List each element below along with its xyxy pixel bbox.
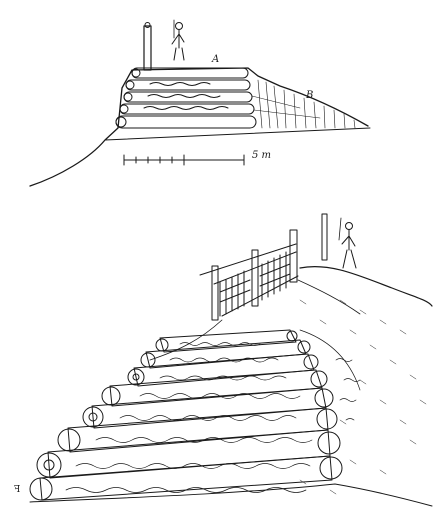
hill-hatching (300, 300, 426, 494)
fence-panel (200, 230, 298, 320)
base-line (105, 128, 370, 140)
log-layers (116, 68, 256, 128)
scale-label: 5 m (252, 150, 272, 161)
cross-section-figure (30, 20, 370, 186)
label-a: A (212, 54, 220, 65)
scale-bar (124, 155, 244, 165)
post (144, 23, 151, 71)
perspective-figure (14, 214, 432, 506)
log-stack (30, 330, 342, 500)
hill-outline (300, 267, 432, 306)
label-b: B (306, 90, 314, 101)
path-edge-right (298, 280, 360, 314)
standing-figure (172, 20, 184, 60)
walking-figure (339, 218, 356, 268)
tall-post (322, 214, 327, 260)
mound-outline (30, 68, 368, 186)
artist-monogram: ꟻ (14, 485, 21, 495)
mound-hatching (252, 80, 355, 128)
